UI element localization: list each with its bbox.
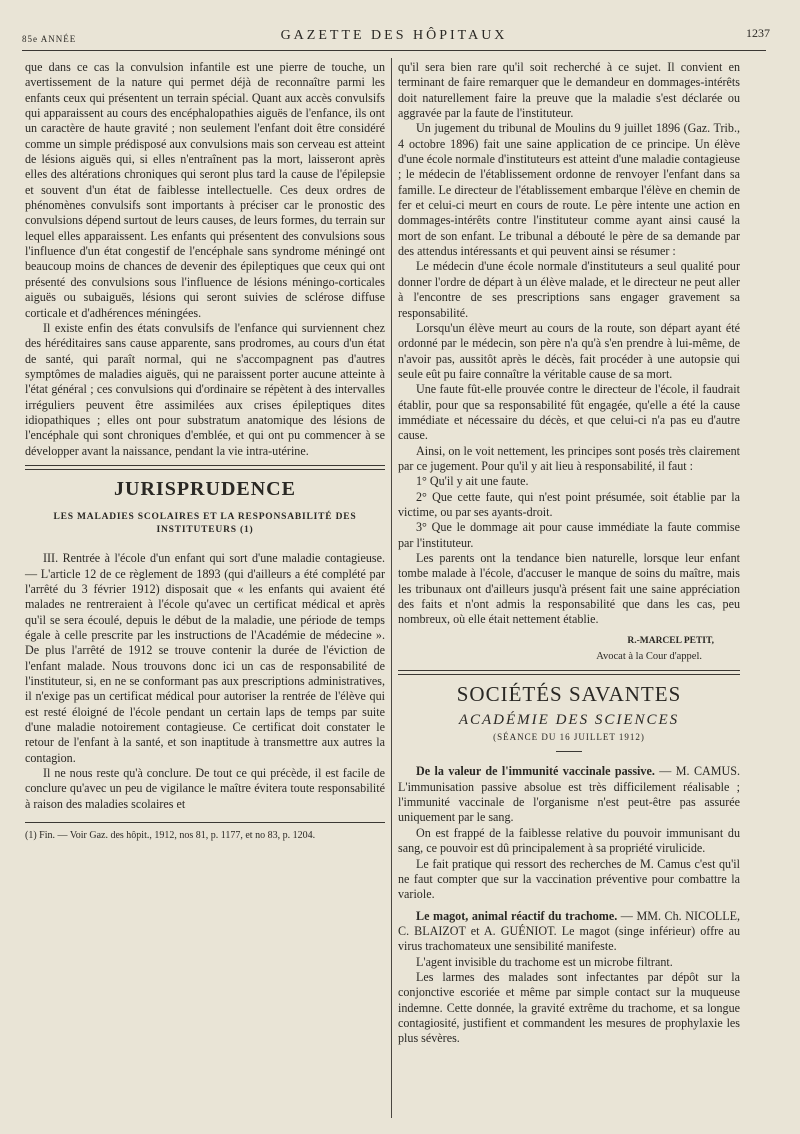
abstract-1 bbox=[398, 764, 740, 825]
section-rule bbox=[398, 670, 740, 675]
masthead bbox=[18, 22, 770, 48]
list-item: 1° Qu'il y ait une faute. bbox=[416, 474, 529, 489]
year-label: 85e ANNÉE bbox=[22, 34, 77, 44]
paragraph: Ainsi, on le voit nettement, les principes sont posés très clairement par ce jugement. Pour qu'il y ait lieu à responsabilité, il faut : bbox=[398, 443, 740, 473]
section-title-societes: SOCIÉTÉS SAVANTES bbox=[456, 682, 682, 707]
footnote: (1) Fin. — Voir Gaz. des hôpit., 1912, nos 81, p. 1177, et no 83, p. 1204. bbox=[25, 822, 385, 842]
paragraph: Un jugement du tribunal de Moulins du 9 juillet 1896 (Gaz. Trib., 4 octobre 1896) fait une saine application de ce principe. Un élève d'une école normale d'instituteurs est atteint d'une maladie contagieuse ; le médecin de l'établissement ordonne de renvoyer l'enfant dans sa famille. Le directeur de l'établissement embarque l'élève en chemin de fer et celui-ci meurt en cours de route. Le père intente une action en dommages-intérêts contre l'instituteur comme ayant ainsi causé la mort de son enfant. Le tribunal a débouté le père de sa demande par des attendus intéressants et qui peuvent ainsi se résumer : bbox=[398, 121, 740, 259]
abstract-title: Le magot, animal réactif du trachome. bbox=[416, 908, 618, 923]
list-item: 3° Que le dommage ait pour cause immédiate la faute commise par l'instituteur. bbox=[398, 520, 740, 550]
abstract-body: Le magot (singe inférieur) offre au virus trachomateux une sensibilité manifeste. bbox=[398, 923, 740, 954]
academy-title: ACADÉMIE DES SCIENCES bbox=[458, 711, 680, 728]
article-title: LES MALADIES SCOLAIRES ET LA RESPONSABILITÉ DES INSTITUTEURS (1) bbox=[53, 512, 357, 536]
abstract-2 bbox=[398, 909, 740, 955]
journal-title: GAZETTE DES HÔPITAUX bbox=[280, 28, 508, 43]
right-column bbox=[398, 60, 740, 1047]
section-rule bbox=[25, 465, 385, 470]
paragraph: Les larmes des malades sont infectantes par dépôt sur la conjonctive escoriée et même par simple contact sur la muqueuse indemne. Cette donnée, la gravité extrême du trachome, et sa longue contagiosité, justifient et commandent les mesures de prophylaxie les plus sévères. bbox=[398, 969, 740, 1046]
paragraph: On est frappé de la faiblesse relative du pouvoir immunisant du sang, ce pouvoir est dû principalement à sa propriété virulicide. bbox=[398, 825, 740, 856]
paragraph: Lorsqu'un élève meurt au cours de la route, son départ ayant été ordonné par le médecin, son père n'a qu'à s'en prendre à lui-même, de n'avoir pas, aussitôt après le décès, fait procéder à une autopsie qui seule eût pu faire connaître la véritable cause de sa mort. bbox=[398, 320, 740, 381]
session-date: (SÉANCE DU 16 JUILLET 1912) bbox=[493, 732, 645, 743]
paragraph: Il ne nous reste qu'à conclure. De tout ce qui précède, il est facile de conclure qu'avec un peu de vigilance le maître évitera toute responsabilité à raison des maladies scolaires et bbox=[25, 766, 385, 811]
paragraph: Il existe enfin des états convulsifs de l'enfance qui surviennent chez des héréditaires sans cause apparente, sans prodromes, au cours d'un état de santé, qui paraît normal, qui ne s'accompagnent pas d'autres symptômes de maladies aiguës, qui ne paraissent porter aucune atteinte à l'état général ; ces convulsions qui d'ordinaire se répètent à des intervalles irréguliers peuvent être assimilées aux crises épileptiques dites idiopathiques ; elles ont pour substratum anatomique des lésions de l'encéphale qui sont chroniques d'emblée, et qui ont pu commencer à se développer avant la naissance, pendant la vie intra-utérine. bbox=[25, 320, 385, 458]
paragraph: Le médecin d'une école normale d'instituteurs a seul qualité pour donner l'ordre de départ à un élève malade, et le directeur ne peut aller à l'encontre de ses prescriptions sans engager gravement sa responsabilité. bbox=[398, 259, 740, 320]
paragraph: qu'il sera bien rare qu'il soit recherché à ce sujet. Il convient en terminant de faire remarquer que le demandeur en dommages-intérêts doit naturellement faire la preuve que la maladie s'est déclarée ou aggravée par la faute de l'instituteur. bbox=[398, 60, 740, 121]
paragraph: que dans ce cas la convulsion infantile est une pierre de touche, un avertissement de la nature qui permet déjà de reconnaître parmi les enfants ceux qui présentent un terrain spécial. Quant aux accès convulsifs qui apparaissent au cours des encéphalopathies aiguës de l'enfance, ils ont un caractère de haute gravité ; non seulement l'enfant doit être considéré comme un simple prédisposé aux convulsions mais son cerveau est atteint de lésions aiguës qui, si elles n'entraînent pas la mort, laisseront après elles des altérations chroniques qui seront plus tard la cause de l'épilepsie et souvent d'un état de faiblesse intellectuelle. Ces deux ordres de phénomènes convulsifs sont importants à préciser car le pronostic des convulsions dépend surtout de leurs causes, de leurs formes, du terrain sur lequel elles apparaissent. Les enfants qui présentent des convulsions sous l'influence d'un état congestif de l'encéphale sans syndrome méningé ont beaucoup moins de chances de devenir des épileptiques que ceux qui ont présenté des convulsions sous l'influence de lésions méningo-corticales aiguës ou subaiguës, lésions qui seront suivies de sclérose diffuse corticale et d'adhérences méningées. bbox=[25, 60, 385, 320]
section-title-jurisprudence: JURISPRUDENCE bbox=[114, 477, 296, 500]
short-rule bbox=[556, 751, 582, 752]
author-role: Avocat à la Cour d'appel. bbox=[596, 651, 702, 663]
paragraph: Une faute fût-elle prouvée contre le directeur de l'école, il faudrait établir, pour que sa responsabilité fût engagée, qu'elle a été la cause immédiate et nécessaire du décès, et que celui-ci n'a pas eu d'autre cause. bbox=[398, 382, 740, 443]
paragraph: III. Rentrée à l'école d'un enfant qui sort d'une maladie contagieuse. — L'article 12 de ce règlement de 1893 (qui d'ailleurs a été complété par l'arrêté du 3 février 1912) disposait que « les enfants qui avaient été malades ne rentreraient à l'école qu'avec un certificat médical et après qu'il se sera écoulé, depuis le début de la maladie, une période de temps égale à celle prescrite par les instructions de l'Académie de médecine ». De plus l'arrêté de 1912 se trouve contenir la durée de l'éviction de l'enfant malade. Nous trouvons donc ici un cas de responsabilité de l'instituteur, si, en ne se conformant pas aux prescriptions administratives, il n'exige pas un certificat médical pour autoriser la rentrée de l'élève qui est resté éloigné de l'école pendant un certain laps de temps par suite d'une maladie notoirement contagieuse. Ce certificat doit constater le retour de l'enfant à la santé, et son inaptitude à transmettre aux autres la contagion. bbox=[25, 551, 385, 765]
column-divider bbox=[391, 58, 392, 1118]
author-signature: R.-MARCEL PETIT, bbox=[627, 635, 714, 646]
left-column bbox=[25, 60, 385, 842]
paragraph: L'agent invisible du trachome est un microbe filtrant. bbox=[416, 954, 673, 969]
list-item: 2° Que cette faute, qui n'est point présumée, soit établie par la victime, ou par ses ayants-droit. bbox=[398, 489, 740, 519]
abstract-body: L'immunisation passive absolue est très difficilement réalisable ; l'immunité vaccinale de l'organisme n'est peut-être pas assurée uniquement par le sang. bbox=[398, 779, 740, 825]
abstract-author: — M. CAMUS. bbox=[654, 764, 740, 779]
abstract-title: De la valeur de l'immunité vaccinale passive. bbox=[416, 764, 655, 779]
page-number: 1237 bbox=[746, 26, 770, 40]
paragraph: Le fait pratique qui ressort des recherches de M. Camus c'est qu'il ne faut compter que sur la vaccination préventive pour combattre la variole. bbox=[398, 856, 740, 902]
paragraph: Les parents ont la tendance bien naturelle, lorsque leur enfant tombe malade à l'école, d'accuser le manque de soins du maître, mais les tribunaux ont d'ailleurs jusqu'à présent fait une saine appréciation des faits et n'ont admis la responsabilité que dans les cas, peu nombreux, où elle était nettement établie. bbox=[398, 551, 740, 627]
header-rule bbox=[22, 50, 766, 51]
abstract-author: — MM. Ch. NICOLLE, C. BLAIZOT et A. GUÉNIOT. bbox=[398, 908, 740, 938]
